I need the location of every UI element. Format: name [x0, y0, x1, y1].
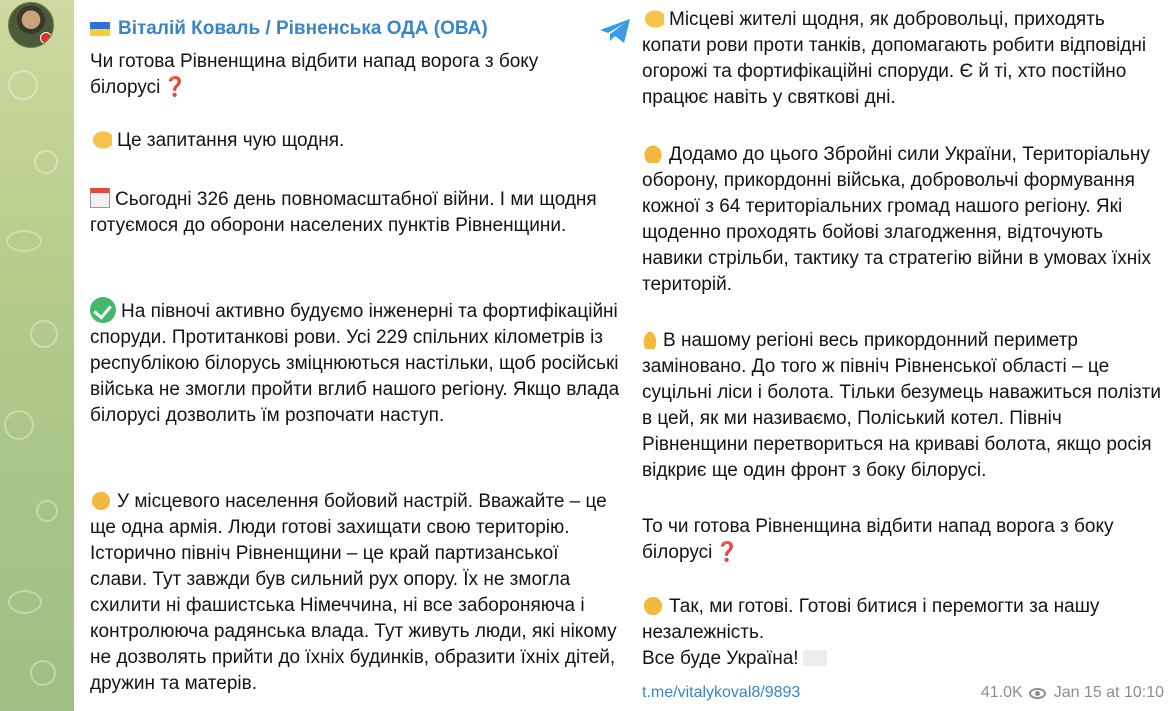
chat-wallpaper	[0, 0, 74, 711]
paragraph-5	[90, 489, 620, 697]
paragraph-4	[90, 297, 620, 429]
channel-avatar[interactable]	[8, 2, 54, 48]
pointing-hand-icon	[642, 8, 664, 28]
paragraph-10	[642, 594, 1164, 672]
calendar-icon	[90, 188, 110, 208]
paragraph-8	[642, 328, 1164, 484]
paragraph-1	[90, 49, 620, 101]
view-count: 41.0K	[980, 684, 1023, 701]
raised-fist-icon	[642, 595, 664, 615]
post-meta	[981, 684, 1164, 702]
paragraph-2	[90, 128, 620, 154]
paragraph-10-text: Так, ми готові. Готові битися і перемогти за нашу незалежність.	[642, 596, 1100, 643]
paragraph-6-text: Місцеві жителі щодня, як добровольці, приходять копати рови проти танків, допомагають робити відповідні огорожі та фортифікаційні споруди. Є й ті, хто постійно працює навіть у святкові дні.	[642, 9, 1147, 108]
paragraph-7	[642, 142, 1164, 298]
post-date: Jan 15 at 10:10	[1053, 684, 1164, 701]
pointing-hand-icon	[90, 129, 112, 149]
ukraine-flag-icon	[90, 22, 110, 36]
paragraph-3	[90, 187, 620, 239]
paragraph-7-text: Додамо до цього Збройні сили України, Територіальну оборону, прикордонні війська, добровольчі формування кожної з 64 територіальних громад нашого регіону. Які щоденно проходять бойові злагодження, відточують навики стрільби, тактику та стратегію війни в умовах їхніх територій.	[642, 144, 1152, 295]
wallpaper-doodle	[30, 660, 56, 686]
paragraph-5-text: У місцевого населення бойовий настрій. Вважайте – це ще одна армія. Люди готові захищати свою територію. Історично північ Рівненщини – це край партизанської слави. Тут завжди був сильний рух опору. Їх не змогла схилити ні фашистська Німеччина, ні все забороняюча і контролююча радянська влада. Тут живуть люди, які нікому не дозволять прийти до їхніх будинків, образити їхніх дітей, дружин та матерів.	[90, 491, 617, 694]
wallpaper-doodle	[4, 410, 34, 440]
flag-icon	[803, 650, 827, 666]
eye-icon	[1029, 688, 1046, 699]
fist-icon	[90, 490, 112, 510]
avatar-badge-icon	[40, 32, 52, 44]
message-column-right	[630, 0, 1169, 711]
question-mark-icon: ❓	[715, 542, 740, 563]
wallpaper-doodle	[34, 150, 58, 174]
paragraph-4-text: На півночі активно будуємо інженерні та фортифікаційні споруди. Протитанкові рови. Усі 229 спільних кілометрів із республікою білорусь зміцнюються настільки, щоб російські війська не змогли пройти вглиб нашого регіону. Якщо влада білорусі дозволить їм розпочати наступ.	[90, 301, 620, 426]
paragraph-1-text: Чи готова Рівненщина відбити напад ворога з боку білорусі	[90, 51, 539, 98]
paragraph-2-text: Це запитання чую щодня.	[117, 130, 345, 151]
wallpaper-doodle	[8, 70, 38, 100]
question-mark-icon: ❓	[163, 77, 188, 98]
wallpaper-doodle	[6, 230, 42, 252]
index-finger-icon	[642, 329, 658, 349]
paragraph-9	[642, 514, 1164, 566]
wallpaper-doodle	[36, 500, 58, 522]
wallpaper-doodle	[8, 590, 42, 614]
paragraph-9-text: То чи готова Рівненщина відбити напад ворога з боку білорусі	[642, 516, 1114, 563]
closing-slogan: Все буде Україна!	[642, 648, 799, 669]
paragraph-6	[642, 7, 1164, 111]
wallpaper-doodle	[30, 320, 58, 348]
telegram-plane-icon[interactable]	[598, 17, 632, 45]
message-footer	[642, 684, 1164, 710]
channel-author-name[interactable]: Віталій Коваль / Рівненська ОДА (ОВА)	[118, 18, 488, 39]
paragraph-8-text: В нашому регіоні весь прикордонний периметр заміновано. До того ж північ Рівненської області – це суцільні ліси і болота. Тільки безумець наважиться полізти в цей, як ми називаємо, Поліський котел. Північ Рівненщини перетвориться на криваві болота, якщо росія відкриє ще один фронт з боку білорусі.	[642, 330, 1161, 481]
message-column-left	[74, 0, 630, 711]
check-mark-icon	[90, 297, 116, 323]
paragraph-3-text: Сьогодні 326 день повномасштабної війни. І ми щодня готуємося до оборони населених пунктів Рівненщини.	[90, 189, 597, 236]
message-header	[90, 16, 488, 42]
flexed-biceps-icon	[642, 143, 664, 163]
post-link[interactable]: t.me/vitalykoval8/9893	[642, 684, 801, 701]
